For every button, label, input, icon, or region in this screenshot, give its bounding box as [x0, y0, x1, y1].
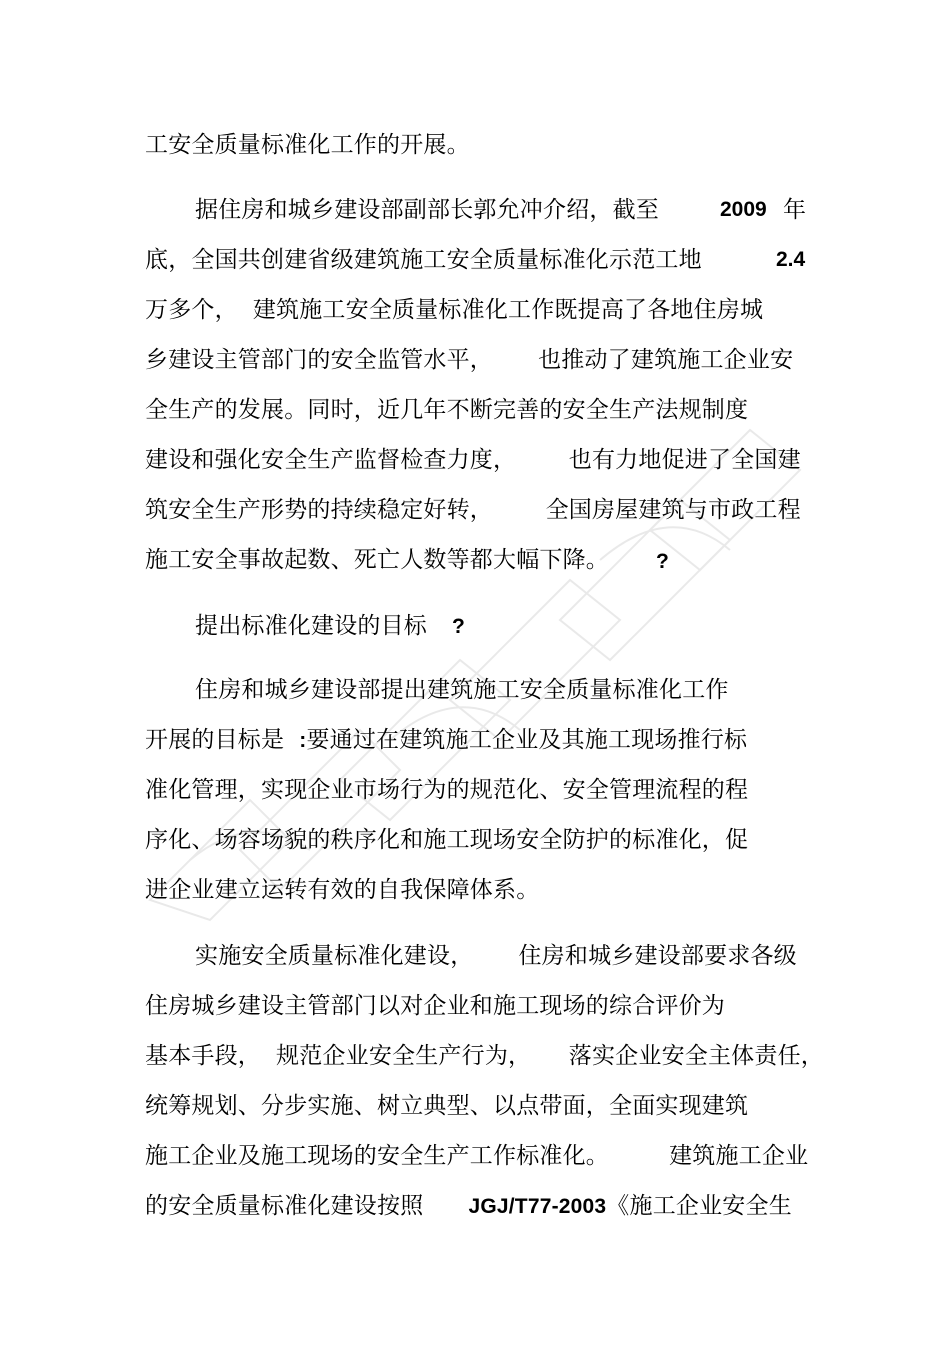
text-line-7: 建设和强化安全生产监督检查力度， 也有力地促进了全国建 — [145, 447, 801, 473]
text-line-8: 筑安全生产形势的持续稳定好转， 全国房屋建筑与市政工程 — [145, 497, 801, 523]
text-line-9: 施工安全事故起数、死亡人数等都大幅下降。 — [145, 547, 609, 573]
text-line-18: 基本手段， 规范企业安全生产行为， 落实企业安全主体责任， — [145, 1043, 824, 1069]
text-line-1: 工安全质量标准化工作的开展。 — [145, 132, 470, 158]
section-heading: 提出标准化建设的目标 — [195, 613, 427, 639]
year-suffix: 年 — [783, 197, 807, 223]
text-line-20: 施工企业及施工现场的安全生产工作标准化。 建筑施工企业 — [145, 1143, 809, 1169]
text-line-12 — [145, 723, 747, 757]
text-line-12-a: 开展的目标是 — [145, 727, 300, 753]
text-line-21-c: 《施工企业安全生 — [606, 1193, 792, 1219]
text-line-11: 住房和城乡建设部提出建筑施工安全质量标准化工作 — [195, 677, 729, 703]
text-line-21 — [145, 1189, 792, 1223]
text-line-3: 底，全国共创建省级建筑施工安全质量标准化示范工地 — [145, 247, 702, 273]
standard-code: JGJ/T77-2003 — [468, 1195, 607, 1218]
text-line-6: 全生产的发展。同时，近几年不断完善的安全生产法规制度 — [145, 397, 749, 423]
question-mark-1: ? — [656, 550, 669, 573]
question-mark-2: ? — [452, 615, 465, 638]
text-line-12-c: 要通过在建筑施工企业及其施工现场推行标 — [306, 727, 748, 753]
text-line-4: 万多个， 建筑施工安全质量标准化工作既提高了各地住房城 — [145, 297, 764, 323]
text-line-13: 准化管理，实现企业市场行为的规范化、安全管理流程的程 — [145, 777, 749, 803]
year-value: 2009 — [720, 198, 767, 221]
text-line-14: 序化、场容场貌的秩序化和施工现场安全防护的标准化，促 — [145, 827, 749, 853]
text-line-5: 乡建设主管部门的安全监管水平， 也推动了建筑施工企业安 — [145, 347, 794, 373]
text-line-15: 进企业建立运转有效的自我保障体系。 — [145, 877, 540, 903]
count-value: 2.4 — [776, 248, 806, 271]
text-line-12-colon: : — [299, 729, 307, 752]
text-line-2: 据住房和城乡建设部副部长郭允冲介绍，截至 — [195, 197, 659, 223]
text-line-19: 统筹规划、分步实施、树立典型、以点带面，全面实现建筑 — [145, 1093, 749, 1119]
text-line-21-a: 的安全质量标准化建设按照 — [145, 1193, 469, 1219]
text-line-16: 实施安全质量标准化建设， 住房和城乡建设部要求各级 — [195, 943, 797, 969]
text-line-17: 住房城乡建设主管部门以对企业和施工现场的综合评价为 — [145, 993, 725, 1019]
